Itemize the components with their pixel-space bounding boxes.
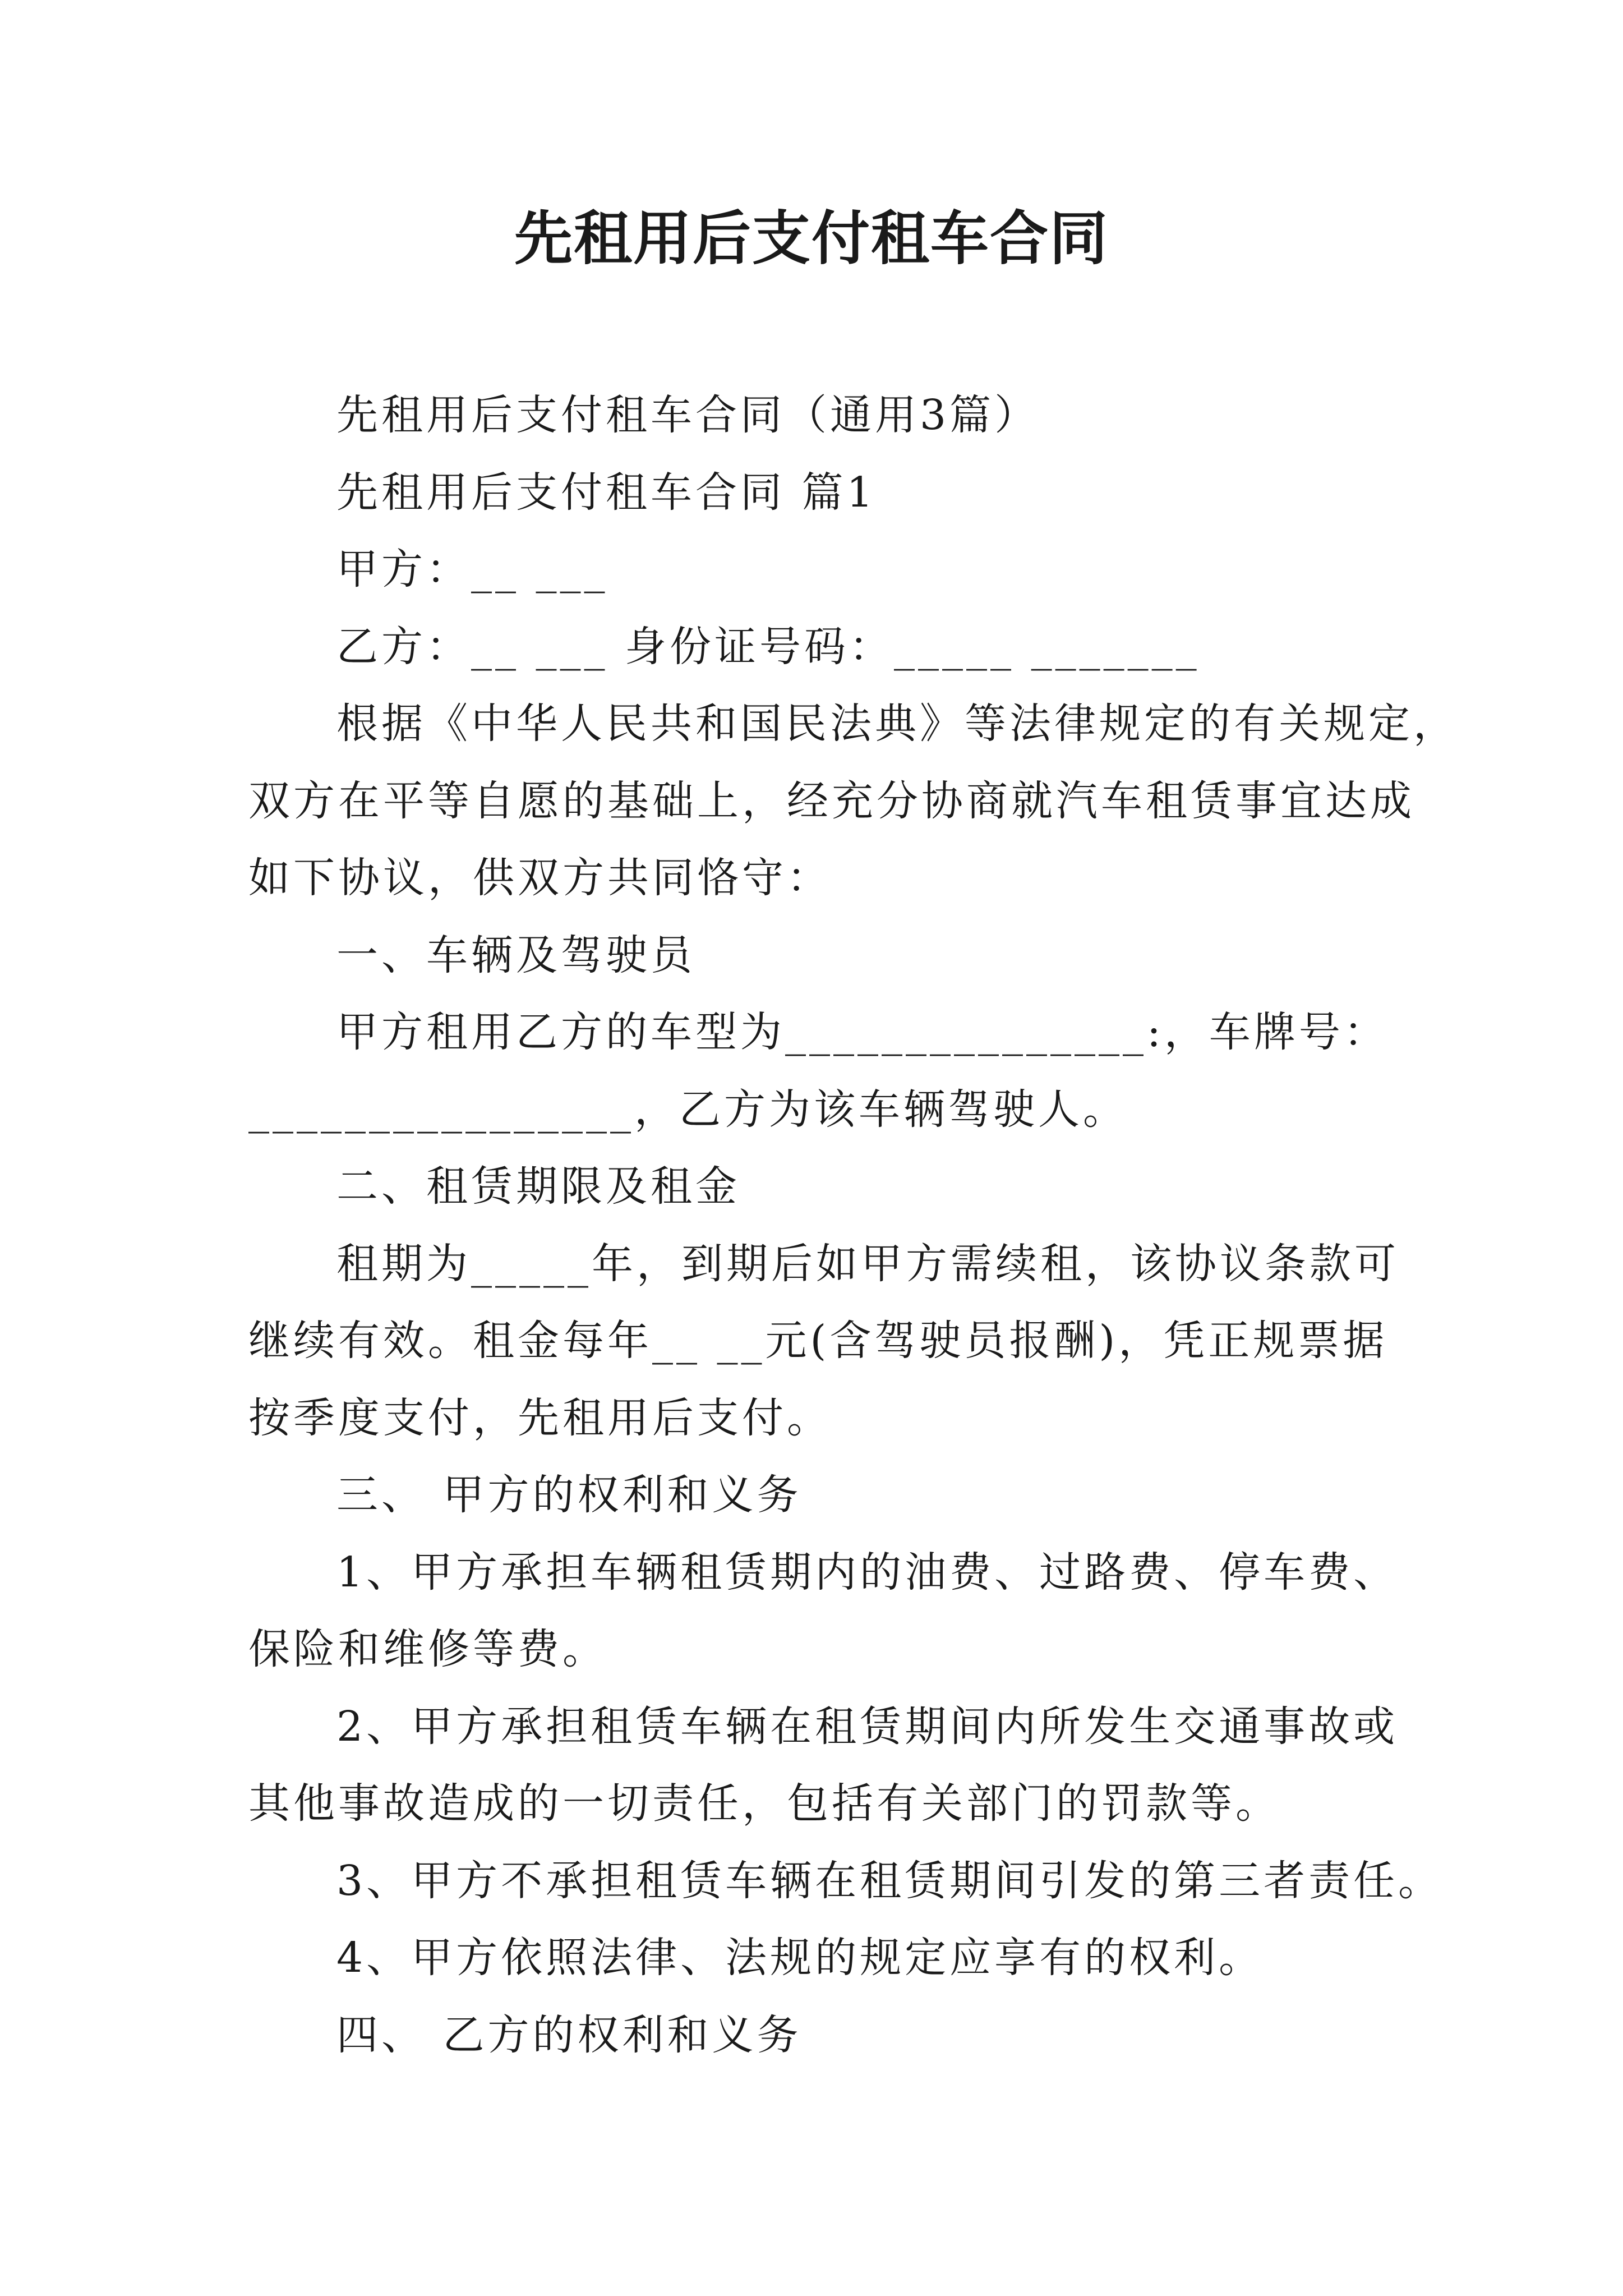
document-line: 按季度支付，先租用后支付。 <box>248 1394 832 1442</box>
document-line: 一、车辆及驾驶员 <box>336 931 695 979</box>
document-line: 二、租赁期限及租金 <box>336 1162 740 1211</box>
document-line: 其他事故造成的一切责任，包括有关部门的罚款等。 <box>248 1779 1280 1828</box>
document-line: 2、甲方承担租赁车辆在租赁期间内所发生交通事故或 <box>336 1703 1399 1751</box>
document-line: 甲方：__ ___ <box>336 545 608 593</box>
document-line: 3、甲方不承担租赁车辆在租赁期间引发的第三者责任。 <box>336 1857 1444 1905</box>
document-line: 继续有效。租金每年__ __元(含驾驶员报酬)，凭正规票据 <box>248 1317 1388 1365</box>
document-line: 乙方：__ ___ 身份证号码：_____ _______ <box>336 623 1200 671</box>
document-line: 三、 甲方的权利和义务 <box>336 1471 802 1519</box>
document-line: 甲方租用乙方的车型为_______________:，车牌号： <box>336 1008 1389 1056</box>
document-line: 4、甲方依照法律、法规的规定应享有的权利。 <box>336 1934 1264 1982</box>
document-line: 先租用后支付租车合同 篇1 <box>336 468 877 517</box>
document-line: 根据《中华人民共和国民法典》等法律规定的有关规定， <box>336 700 1458 748</box>
document-line: 四、 乙方的权利和义务 <box>336 2011 802 2059</box>
document-line: 保险和维修等费。 <box>248 1625 607 1673</box>
document-line: 如下协议，供双方共同恪守： <box>248 854 832 902</box>
document-line: 双方在平等自愿的基础上，经充分协商就汽车租赁事宜达成 <box>248 777 1415 825</box>
document-line: 租期为_____年，到期后如甲方需续租，该协议条款可 <box>336 1240 1399 1288</box>
document-line: ________________，乙方为该车辆驾驶人。 <box>248 1085 1128 1134</box>
document-title: 先租用后支付租车合同 <box>514 204 1109 273</box>
document-line: 先租用后支付租车合同（通用3篇） <box>336 391 1040 439</box>
document-line: 1、甲方承担车辆租赁期内的油费、过路费、停车费、 <box>336 1548 1399 1596</box>
